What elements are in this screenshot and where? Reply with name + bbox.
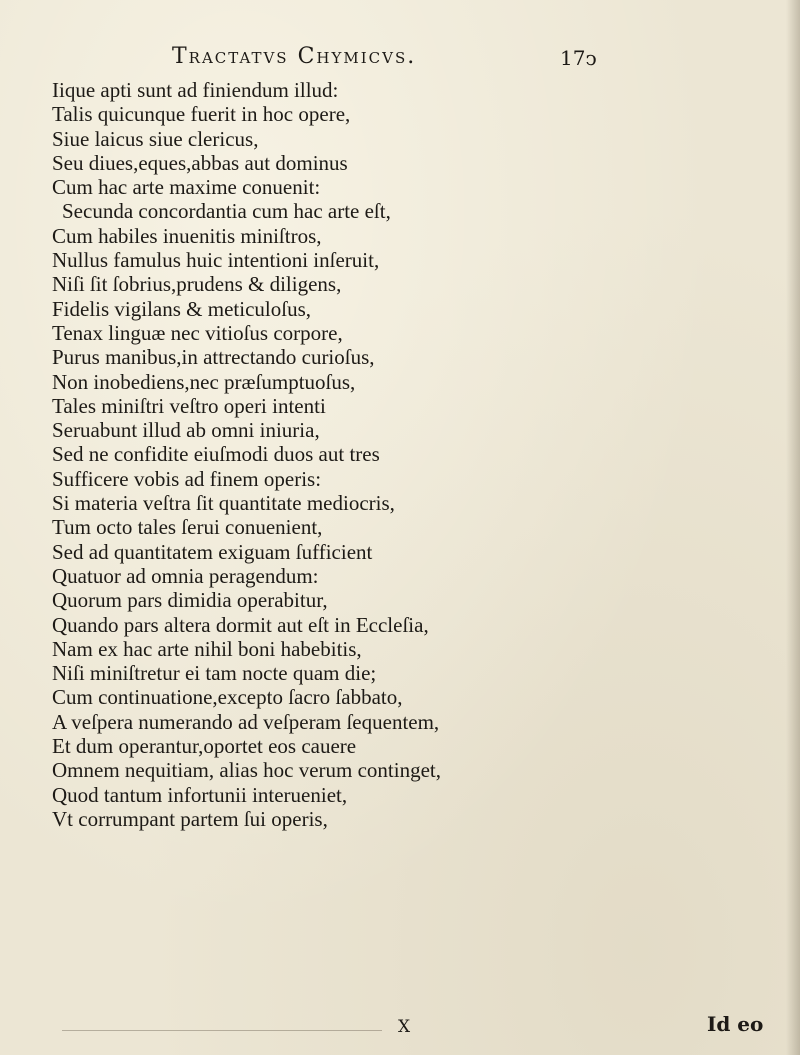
verse-line: Quorum pars dimidia operabitur, (52, 588, 328, 613)
bottom-rule (62, 1030, 382, 1031)
verse-line: A veſpera numerando ad veſperam ſequentem, (52, 709, 440, 734)
verse-line: Tales miniſtri veſtro operi intenti (52, 393, 326, 418)
verse-line: Sed ne confidite eiuſmodi duos aut tres (52, 442, 380, 467)
verse-line: Purus manibus,in attrectando curioſus, (52, 345, 375, 370)
verse-line: Et dum operantur,oportet eos cauere (52, 734, 357, 759)
verse-line: Siue laicus siue clericus, (52, 126, 259, 151)
verse-line: Quod tantum infortunii interueniet, (52, 782, 348, 807)
verse-line: Iique apti sunt ad finiendum illud: (52, 78, 339, 102)
verse-line: Fidelis vigilans & meticuloſus, (52, 296, 311, 321)
signature-mark: X (398, 1017, 411, 1037)
verse-line: Sufficere vobis ad finem operis: (52, 466, 322, 491)
verse-line: Tenax linguæ nec vitioſus corpore, (52, 320, 343, 345)
verse-line: Quando pars altera dormit aut eſt in Eccleſia, (52, 612, 429, 637)
verse-line: Nullus famulus huic intentioni inſeruit, (52, 248, 380, 273)
verse-line: Nam ex hac arte nihil boni habebitis, (52, 636, 362, 661)
verse-line: Si materia veſtra ſit quantitate mediocris, (52, 491, 395, 516)
page-number: 17ↄ (560, 46, 597, 70)
verse-line: Niſi miniſtretur ei tam nocte quam die; (52, 661, 377, 686)
verse-line: Cum continuatione,excepto ſacro ſabbato, (52, 685, 403, 710)
verse-line: Talis quicunque fuerit in hoc opere, (52, 102, 351, 127)
verse-line: Niſi ſit ſobrius,prudens & diligens, (52, 272, 342, 297)
verse-line: Seu diues,eques,abbas aut dominus (52, 150, 348, 175)
catchword: Id eo (707, 1012, 764, 1036)
page-edge-shadow (786, 0, 800, 1055)
verse-line: Cum hac arte maxime conuenit: (52, 175, 321, 200)
verse-line: Sed ad quantitatem exiguam ſufficient (52, 539, 373, 564)
verse-line: Tum octo tales ſerui conuenient, (52, 515, 323, 540)
verse-line: Seruabunt illud ab omni iniuria, (52, 418, 320, 443)
verse-line: Cum habiles inuenitis miniſtros, (52, 223, 322, 248)
verse-line: Quatuor ad omnia peragendum: (52, 563, 319, 588)
verse-list (52, 78, 772, 831)
verse-line: Vt corrumpant partem ſui operis, (52, 806, 328, 831)
verse-line: Secunda concordantia cum hac arte eſt, (62, 199, 391, 224)
running-header: Tractatvs Chymicvs. (172, 44, 417, 69)
verse-line: Non inobediens,nec præſumptuoſus, (52, 369, 356, 394)
verse-line: Omnem nequitiam, alias hoc verum continget, (52, 758, 441, 783)
